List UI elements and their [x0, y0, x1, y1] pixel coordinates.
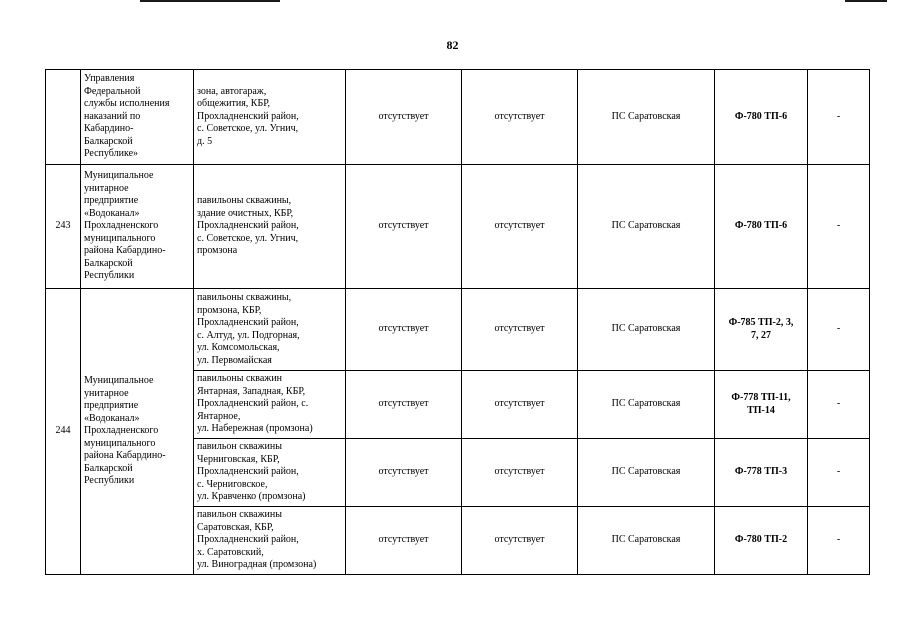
status-cell: отсутствует: [346, 165, 462, 289]
table-row: [46, 289, 870, 371]
status-cell: отсутствует: [462, 70, 578, 165]
substation-cell: ПС Саратовская: [578, 507, 715, 575]
text-line: Прохладненский район,: [197, 534, 299, 546]
feeder-cell: [715, 371, 808, 439]
text-line: Янтарная, Западная, КБР,: [197, 385, 306, 397]
text-line: Прохладненского: [84, 425, 159, 437]
feeder-cell: [715, 507, 808, 575]
text-line: Республики: [84, 270, 135, 282]
text-line: х. Саратовский,: [197, 546, 264, 558]
row-number: [46, 70, 81, 165]
text-line: муниципального: [84, 437, 156, 449]
text-line: Прохладненского: [84, 220, 159, 232]
scan-artifact-line-right: [845, 0, 887, 2]
substation-cell: ПС Саратовская: [578, 70, 715, 165]
text-line: муниципального: [84, 232, 156, 244]
object-cell: [194, 507, 346, 575]
object-cell: [194, 439, 346, 507]
text-line: Управления: [84, 73, 135, 85]
text-line: Ф-780 ТП-6: [734, 220, 788, 232]
text-line: Кабардино-: [84, 123, 134, 135]
status-cell: отсутствует: [346, 371, 462, 439]
table-row: [46, 70, 870, 165]
text-line: предприятие: [84, 400, 139, 412]
text-line: Прохладненский район,: [197, 317, 299, 328]
feeder-cell: [715, 439, 808, 507]
scan-artifact-line-left: [140, 0, 280, 2]
text-line: зона, автогараж,: [197, 85, 267, 97]
text-line: павильон скважины: [197, 441, 282, 453]
text-line: павильоны скважин: [197, 373, 282, 385]
text-line: общежития, КБР,: [197, 98, 271, 110]
text-line: унитарное: [84, 182, 129, 194]
row-number: 243: [46, 165, 81, 289]
text-line: «Водоканал»: [84, 207, 140, 219]
text-line: ул. Набережная (промзона): [197, 423, 313, 435]
text-line: промзона: [197, 245, 238, 257]
text-line: ул. Кравченко (промзона): [197, 491, 306, 503]
page-number: 82: [446, 38, 459, 52]
status-cell: отсутствует: [462, 371, 578, 439]
text-line: Ф-785 ТП-2, 3,: [728, 317, 794, 328]
text-line: Черниговская, КБР,: [197, 453, 280, 465]
dash-cell: -: [808, 439, 870, 507]
text-line: Балкарской: [84, 462, 133, 474]
text-line: с. Алтуд, ул. Подгорная,: [197, 329, 300, 341]
text-line: ул. Комсомольская,: [197, 342, 280, 353]
text-line: района Кабардино-: [84, 450, 166, 462]
text-line: павильоны скважины,: [197, 292, 292, 303]
text-line: промзона, КБР,: [197, 304, 262, 316]
status-cell: отсутствует: [346, 507, 462, 575]
text-line: наказаний по: [84, 110, 141, 122]
status-cell: отсутствует: [462, 439, 578, 507]
data-table: [45, 69, 870, 575]
feeder-cell: [715, 165, 808, 289]
feeder-cell: [715, 70, 808, 165]
status-cell: отсутствует: [462, 507, 578, 575]
status-cell: отсутствует: [346, 289, 462, 371]
status-cell: отсутствует: [462, 165, 578, 289]
dash-cell: -: [808, 289, 870, 371]
text-line: района Кабардино-: [84, 245, 166, 257]
text-line: унитарное: [84, 387, 129, 399]
text-line: Ф-778 ТП-3: [734, 466, 788, 478]
text-line: Янтарное,: [197, 410, 241, 422]
text-line: Прохладненский район,: [197, 466, 299, 478]
table-row: [46, 165, 870, 289]
text-line: предприятие: [84, 195, 139, 207]
text-line: Прохладненский район,: [197, 220, 299, 232]
substation-cell: ПС Саратовская: [578, 165, 715, 289]
status-cell: отсутствует: [346, 439, 462, 507]
dash-cell: -: [808, 507, 870, 575]
row-number: 244: [46, 289, 81, 575]
text-line: Балкарской: [84, 135, 133, 147]
text-line: Федеральной: [84, 85, 141, 97]
object-cell: [194, 70, 346, 165]
text-line: павильоны скважины,: [197, 195, 292, 207]
text-line: Ф-780 ТП-2: [734, 534, 788, 546]
text-line: Муниципальное: [84, 170, 154, 182]
text-line: службы исполнения: [84, 98, 170, 110]
text-line: «Водоканал»: [84, 412, 140, 424]
substation-cell: ПС Саратовская: [578, 371, 715, 439]
text-line: Саратовская, КБР,: [197, 521, 274, 533]
feeder-cell: [715, 289, 808, 371]
organization-cell: [81, 289, 194, 575]
substation-cell: ПС Саратовская: [578, 289, 715, 371]
organization-cell: [81, 165, 194, 289]
text-line: ул. Первомайская: [197, 354, 272, 366]
text-line: Республике»: [84, 148, 139, 160]
object-cell: [194, 289, 346, 371]
text-line: ТП-14: [747, 404, 775, 416]
text-line: 7, 27: [751, 329, 771, 341]
text-line: здание очистных, КБР,: [197, 207, 294, 219]
text-line: Республики: [84, 475, 135, 487]
text-line: Балкарской: [84, 257, 133, 269]
text-line: Ф-778 ТП-11,: [731, 392, 791, 403]
text-line: с. Советское, ул. Угнич,: [197, 123, 299, 135]
text-line: Прохладненский район, с.: [197, 398, 309, 410]
status-cell: отсутствует: [462, 289, 578, 371]
object-cell: [194, 371, 346, 439]
text-line: с. Советское, ул. Угнич,: [197, 232, 299, 244]
text-line: д. 5: [197, 135, 213, 147]
dash-cell: -: [808, 70, 870, 165]
text-line: с. Черниговское,: [197, 478, 268, 490]
text-line: Ф-780 ТП-6: [734, 110, 788, 122]
substation-cell: ПС Саратовская: [578, 439, 715, 507]
status-cell: отсутствует: [346, 70, 462, 165]
text-line: ул. Виноградная (промзона): [197, 559, 317, 571]
dash-cell: -: [808, 371, 870, 439]
text-line: павильон скважины: [197, 509, 282, 521]
text-line: Муниципальное: [84, 375, 154, 387]
object-cell: [194, 165, 346, 289]
organization-cell: [81, 70, 194, 165]
dash-cell: -: [808, 165, 870, 289]
text-line: Прохладненский район,: [197, 110, 299, 122]
